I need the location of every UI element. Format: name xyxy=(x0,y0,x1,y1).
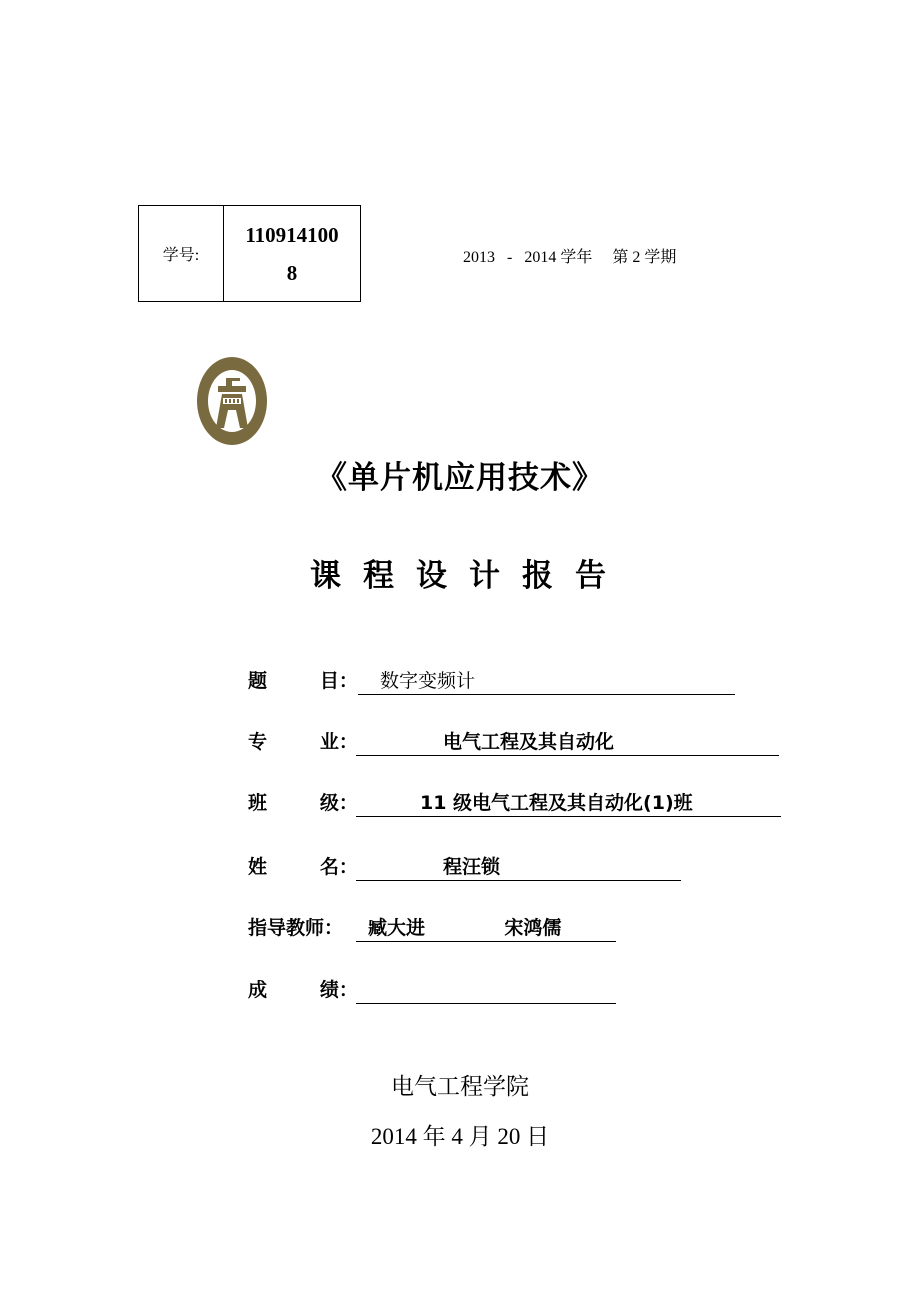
report-date: 2014 年 4 月 20 日 xyxy=(370,1124,550,1149)
student-id-value-line1: 110914100 xyxy=(245,222,339,247)
field-name-label: 姓 名： xyxy=(248,856,358,878)
student-id-value-line2: 8 xyxy=(286,260,298,285)
academic-term: 2013 - 2014 学年 第 2 学期 xyxy=(463,249,677,266)
university-seal-icon xyxy=(196,356,268,446)
field-topic-label: 题 目： xyxy=(248,670,358,692)
student-id-value xyxy=(224,206,360,301)
field-advisor-label: 指导教师： xyxy=(248,917,344,939)
field-advisor-value: 臧大进 宋鸿儒 xyxy=(368,917,562,939)
student-id-label: 学号: xyxy=(139,206,224,301)
field-topic-value: 数字变频计 xyxy=(380,670,476,692)
field-major-label: 专 业： xyxy=(248,731,358,753)
field-class-label: 班 级： xyxy=(248,792,358,814)
college-name: 电气工程学院 xyxy=(391,1074,529,1099)
field-class-value: 11 级电气工程及其自动化(1)班 xyxy=(420,792,693,814)
field-name-value: 程汪锁 xyxy=(443,856,501,878)
student-id-table xyxy=(138,205,361,302)
field-grade-label: 成 绩： xyxy=(248,979,358,1001)
field-grade-underline xyxy=(356,975,616,1004)
course-title: 《单片机应用技术》 xyxy=(316,460,604,496)
field-name-underline xyxy=(356,852,681,881)
report-title: 课程设计报告 xyxy=(310,558,628,594)
field-major-value: 电气工程及其自动化 xyxy=(443,731,615,753)
